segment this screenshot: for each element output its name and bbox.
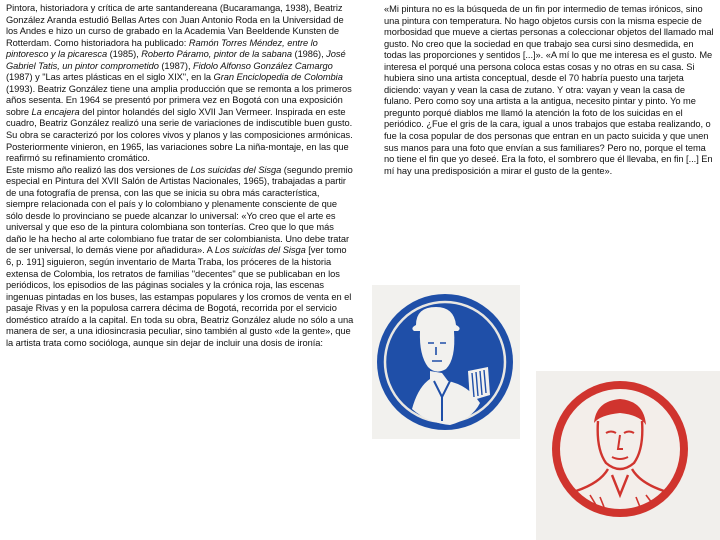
biography-paragraph-2 — [6, 165, 354, 350]
italic-title: Los suicidas del Sisga — [214, 245, 306, 256]
italic-title: Roberto Páramo, pintor de la sabana — [141, 49, 292, 60]
italic-title: Gran Enciclopedia de Colombia — [213, 72, 343, 83]
text-run: del pintor holandés del siglo XVII Jan Vermeer. Inspirada en este cuadro, Beatriz González realizó una serie de variaciones de indiscutible buen gusto. Su obra se caracterizó por los colores vivos y planos y las composiciones armónicas. Posteriormente vinieron, en 1965, las variaciones sobre La niña-montaje, en las que reafirmó su refinamiento cromático. — [6, 106, 353, 164]
biography-paragraph-1 — [6, 3, 354, 165]
italic-title: Ramón Torres Méndez, entre lo pintoresco y la picaresca — [6, 37, 318, 60]
blue-woodcut-print-image — [372, 285, 520, 439]
text-run: (1987), — [158, 60, 194, 71]
artist-quote-paragraph: «Mi pintura no es la búsqueda de un fin por intermedio de temas irónicos, sino una pintura con temperatura. No hago objetos cursis con la misma especie de morbosidad que mueve a ciertas personas a coleccionar objetos del llamado mal gusto. No creo que la sociedad en que trabajo sea cursi sino desmedida, en todas las proporciones y sentidos [...]». «A mí lo que me interesa es el gusto. Me interesa el porqué una persona coloca estas cosas y no otras en su casa. Si hubiera sino una artista conceptual, desde el 70 habría puesto una tarjeta diciendo: vayan y vean la casa de zutano. Y otra: vayan y vean la casa de fulano. Pero como soy una artista a la antigua, necesito pintar y pinto. Yo me pregunto porqué diablos me llamó la atención la foto de los suicidas en el periódico. ¿Fue el gris de la cara, igual a unos trabajos que estaba realizando, o fue la cosa popular de dos personas que entran en un pacto suicida y que unen sus manos para una foto que envían a sus familiares? Pero no, porque el tema no tiene el fin que yo deseé. Era la foto, el sombrero que él llevaba, en fin [...] En mí hay una predisposición a mirar el gusto de la gente». — [384, 4, 714, 176]
text-run: (1993). Beatriz González tiene una amplia producción que se remonta a los primeros años sesenta. En 1964 se presentó por primera vez en Bogotá con una exposición sobre — [6, 83, 352, 117]
text-run: Pintora, historiadora y crítica de arte santandereana (Bucaramanga, 1938), Beatriz González Aranda estudió Bellas Artes con Juan Antonio Roda en la Universidad de los Andes e hizo un curso de grabado en la Academia Van Beeldende Kunsten de Rotterdam. Como historiadora ha publicado: — [6, 3, 344, 48]
red-woodcut-print-image — [536, 371, 720, 540]
italic-title: José Gabriel Tatis, un pintor comprometido — [6, 49, 346, 71]
italic-title: La encajera — [31, 106, 80, 117]
italic-title: Fidolo Alfonso González Camargo — [193, 60, 333, 71]
text-run: (1987) y "Las artes plásticas en el siglo XIX", en la — [6, 72, 214, 83]
artist-quote-column — [384, 4, 714, 177]
blue-woodcut-print-svg — [372, 285, 520, 439]
text-run: (segundo premio especial en Pintura del XVII Salón de Artistas Nacionales, 1965), trabajadas a partir de una fotografía de prensa, con las que se inicia su obra más característica, siempre relacionada con el país y lo colombiano y plenamente consciente de que sólo desde lo provinciano se puede alcanzar lo universal: «Yo creo que el arte es universal y que eso de la pintura colombiana son tonterías. Creo que lo que más daño le ha hecho al arte colombiano fue tratar de ser colombianista. Uno debe tratar de ser universal, lo demás viene por añadidura». A — [6, 164, 353, 256]
text-run: (1986), — [291, 49, 327, 60]
text-run: Este mismo año realizó las dos versiones de — [6, 164, 191, 175]
biography-text-column — [6, 3, 354, 349]
text-run: [ver tomo 6, p. 191] siguieron, según inventario de Marta Traba, los próceres de la historia extensa de Colombia, los retratos de familias "decentes" que se publicaban en los periódicos, los episodios de las páginas sociales y la crónica roja, las escenas ingenuas pintadas en los buses, las estampas populares y los cromos de venta en el pasaje Rivas y en la populosa carrera décima de Bogotá, recorrida por el servicio doméstico atraído a la capital. En toda su obra, Beatriz González alude no sólo a una manera de ser, a una idiosincrasia peculiar, sino también al gusto «de la gente», que la artista trata como socióloga, aunque sin dejar de incluir una dosis de ironía: — [6, 245, 354, 348]
red-woodcut-print-svg — [536, 371, 720, 540]
blue-print-hand — [468, 367, 490, 401]
italic-title: Los suicidas del Sisga — [190, 164, 282, 175]
text-run: (1985), — [107, 49, 142, 60]
